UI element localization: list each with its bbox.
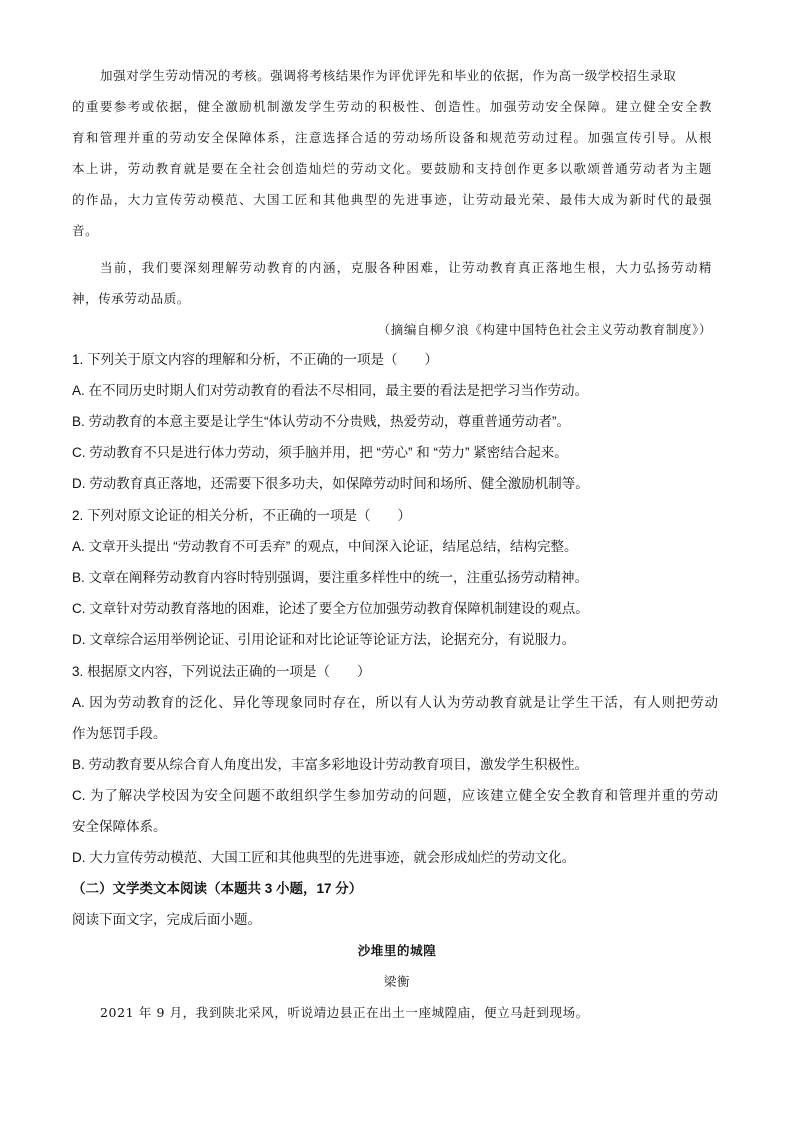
story-author: 梁衡: [383, 974, 411, 989]
para1-line-3: 育和管理并重的劳动安全保障体系，注意选择合适的劳动场所设备和规范劳动过程。加强宣传引导。从根: [72, 130, 712, 145]
question-3-option-b: B. 劳动教育要从综合育人角度出发，丰富多彩地设计劳动教育项目，激发学生积极性。: [72, 757, 589, 772]
question-1-option-b: B. 劳动教育的本意主要是让学生“体认劳动不分贵贱，热爱劳动，尊重普通劳动者”。: [72, 414, 570, 429]
para2-line-2: 神，传承劳动品质。: [72, 291, 190, 306]
para1-line-1: 加强对学生劳动情况的考核。强调将考核结果作为评优评先和毕业的依据，作为高一级学校招生录取: [100, 68, 677, 83]
section-heading: （二）文学类文本阅读（本题共 3 小题，17 分）: [72, 881, 363, 896]
para1-line-6: 音。: [72, 223, 99, 238]
passage-source: （摘编自柳夕浪《构建中国特色社会主义劳动教育制度》）: [377, 322, 712, 337]
question-2-option-a: A. 文章开头提出 “劳动教育不可丢弃” 的观点，中间深入论证，结尾总结，结构完整。: [72, 539, 578, 554]
para1-line-2: 的重要参考或依据，健全激励机制激发学生劳动的积极性、创造性。加强劳动安全保障。建立健全安全教: [72, 99, 712, 114]
para1-line-5: 的作品，大力宣传劳动模范、大国工匠和其他典型的先进事迹，让劳动最光荣、最伟大成为新时代的最强: [72, 192, 712, 207]
question-1-option-c: C. 劳动教育不只是进行体力劳动，须手脑并用，把 “劳心” 和 “劳力” 紧密结合起来。: [72, 445, 568, 460]
question-2-option-c: C. 文章针对劳动教育落地的困难，论述了要全方位加强劳动教育保障机制建设的观点。: [72, 601, 589, 616]
question-3-stem: 3. 根据原文内容，下列说法正确的一项是（ ）: [72, 664, 371, 679]
question-2-option-b: B. 文章在阐释劳动教育内容时特别强调，要注重多样性中的统一，注重弘扬劳动精神。: [72, 570, 589, 585]
question-3-option-c: C. 为了解决学校因为安全问题不敢组织学生参加劳动的问题，应该建立健全安全教育和管理并重的劳动: [72, 788, 718, 803]
question-1-option-a: A. 在不同历史时期人们对劳动教育的看法不尽相同，最主要的看法是把学习当作劳动。: [72, 383, 589, 398]
question-3-option-a: A. 因为劳动教育的泛化、异化等现象同时存在，所以有人认为劳动教育就是让学生干活，有人则把劳动: [72, 695, 718, 710]
question-2-stem: 2. 下列对原文论证的相关分析，不正确的一项是（ ）: [72, 508, 412, 523]
question-1-stem: 1. 下列关于原文内容的理解和分析，不正确的一项是（ ）: [72, 352, 439, 367]
question-3-option-a-cont: 作为惩罚手段。: [72, 726, 167, 741]
story-title: 沙堆里的城隍: [357, 943, 437, 958]
story-first-line: 2021 年 9 月，我到陕北采风，听说靖边县正在出土一座城隍庙，便立马赶到现场。: [100, 1005, 589, 1020]
question-2-option-d: D. 文章综合运用举例论证、引用论证和对比论证等论证方法，论据充分，有说服力。: [72, 632, 576, 647]
para1-line-4: 本上讲，劳动教育就是要在全社会创造灿烂的劳动文化。要鼓励和支持创作更多以歌颂普通劳动者为主题: [72, 161, 712, 176]
question-3-option-d: D. 大力宣传劳动模范、大国工匠和其他典型的先进事迹，就会形成灿烂的劳动文化。: [72, 850, 576, 865]
para2-line-1: 当前，我们要深刻理解劳动教育的内涵，克服各种困难，让劳动教育真正落地生根，大力弘扬劳动精: [100, 260, 712, 275]
section-instruction: 阅读下面文字，完成后面小题。: [72, 912, 261, 927]
question-3-option-c-cont: 安全保障体系。: [72, 819, 167, 834]
question-1-option-d: D. 劳动教育真正落地，还需要下很多功夫，如保障劳动时间和场所、健全激励机制等。: [72, 476, 589, 491]
